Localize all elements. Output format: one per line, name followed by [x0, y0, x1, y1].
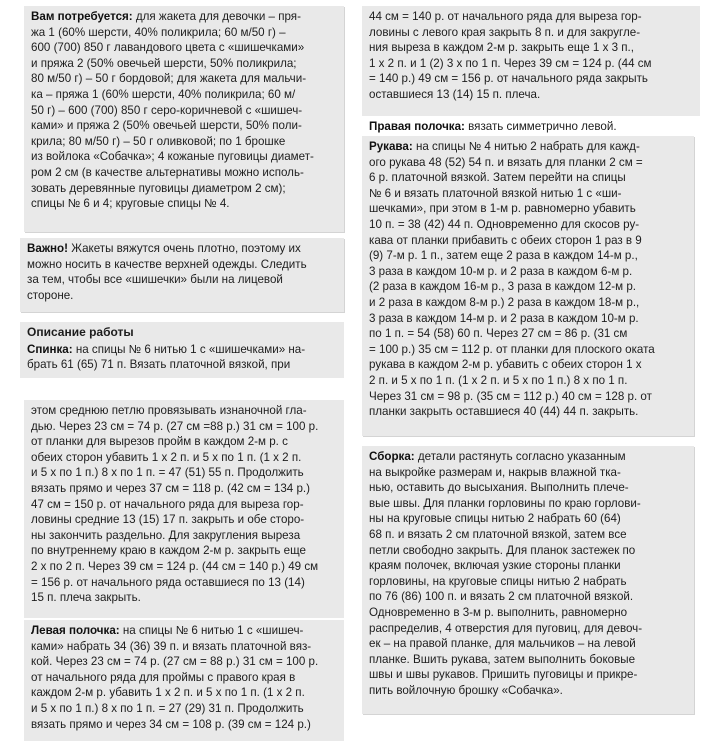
- text-line: 6 р. платочной вязкой. Затем перейти на спицы: [369, 171, 626, 185]
- sleeves-block: [362, 136, 694, 436]
- text-line: оставшиеся 13 (14) 15 п. плеча.: [369, 87, 541, 101]
- text-line: ками» и пряжа 2 (50% овечьей шерсти, 50% поли-: [31, 119, 302, 133]
- text-line: = 140 р.) 49 см = 156 р. от начального ряда закрыть: [369, 72, 648, 86]
- text-line: и 5 х по 1 п.) 8 х по 1 п. = 47 (51) 55 п. Продолжить: [31, 466, 304, 480]
- text-line: 44 см = 140 р. от начального ряда для выреза гор-: [369, 10, 642, 23]
- text-line: кой. Через 23 см = 74 р. (27 см = 88 р.) 31 см = 100 р.: [31, 655, 319, 669]
- text-line: 10 п. = 38 (42) 44 п. Одновременно для скосов ру-: [369, 217, 640, 231]
- text-line: и пряжа 2 (50% овечьей шерсти, 50% поликрила;: [31, 56, 297, 70]
- left-front-continued-block: [362, 6, 700, 116]
- text-line: спицы № 6 и 4; круговые спицы № 4.: [31, 197, 230, 211]
- text-line: каждом 2-м р. убавить 1 х 2 п. и 5 х по 1 п. (1 х 2 п.: [31, 686, 305, 700]
- materials-paragraph: [31, 9, 339, 212]
- text-line: ловины с левого края закрыть 8 п. и для закругле-: [369, 25, 641, 39]
- back-label: Спинка:: [27, 342, 73, 356]
- text-line: = 156 р. от начального ряда оставшиеся по 13 (14): [31, 575, 305, 589]
- text-line: распределив, 4 отверстия для пуговиц, для девоч-: [369, 621, 643, 635]
- assembly-paragraph: [369, 449, 689, 699]
- text-line: ны закончить раздельно. Для закругления выреза: [31, 528, 301, 542]
- text-line: = 100 р.) 35 см = 112 р. от планки для плоского оката: [369, 342, 655, 356]
- right-front-block: [362, 116, 700, 136]
- important-paragraph: [27, 241, 339, 303]
- text-line: ром 2 см (в качестве альтернативы можно исполь-: [31, 165, 304, 179]
- back-continued-paragraph: [31, 403, 339, 606]
- text-line: 47 см = 150 р. от начального ряда для выреза гор-: [31, 497, 304, 511]
- text-line: горловины, на круговые спицы нитью 2 набрать: [369, 574, 627, 588]
- text-line: на выкройке размерам и, накрыв влажной тка-: [369, 465, 621, 479]
- text-line: Одновременно в 3-м р. выполнить, равномерно: [369, 605, 628, 619]
- text-line: 15 п. плеча закрыть.: [31, 591, 141, 605]
- text-line: по 1 п. = 54 (58) 60 п. Через 27 см = 86 р. (31 см: [369, 327, 628, 341]
- important-label: Важно!: [27, 242, 68, 255]
- text-line: (2 раза в каждом 16-м р., 3 раза в каждом 12-м р.: [369, 280, 637, 294]
- text-line: по внутреннему краю в каждом 2-м р. закрыть еще: [31, 544, 306, 558]
- text-line: планке. Вшить рукава, затем выполнить боковые: [369, 652, 636, 666]
- description-block: [20, 322, 344, 378]
- text-line: крила; 80 м/50 г) – 50 г оливковой; по 1 брошке: [31, 134, 286, 148]
- text-line: ловины средние 13 (15) 17 п. закрыть и обе сторо-: [31, 513, 305, 527]
- text-line: пить войлочную брошку «Собачка».: [369, 683, 563, 697]
- text-line: брать 61 (65) 71 п. Вязать платочной вязкой, при: [27, 358, 291, 372]
- text-line: ния выреза в каждом 2-м р. закрыть еще 1 х 3 п.,: [369, 41, 634, 55]
- text-line: (9) 7-м р. 1 п., затем еще 2 раза в каждом 14-м р.,: [369, 249, 638, 263]
- text-line: 1 х 2 п. и 1 (2) 3 х по 1 п. Через 39 см = 124 р. (44 см: [369, 56, 652, 70]
- text-line: вязать прямо и через 34 см = 108 р. (39 см = 124 р.): [31, 717, 311, 731]
- left-front-label: Левая полочка:: [31, 624, 120, 637]
- text-line: от планки для вырезов пройм в каждом 2-м р. с: [31, 435, 288, 449]
- text-line: на спицы № 6 нитью 1 с «шишечками» на-: [75, 342, 306, 356]
- text-line: 2 п. и 5 х по 1 п. (1 х 2 п. и 5 х по 1 п.) 8 х по 1 п.: [369, 373, 628, 387]
- text-line: 50 г) – 600 (700) 850 г серо-коричневой с «шишеч-: [31, 103, 303, 117]
- text-line: вязать прямо и через 37 см = 118 р. (42 см = 134 р.): [31, 481, 311, 495]
- text-line: ны на круговые спицы нитью 2 набрать 60 (64): [369, 512, 621, 526]
- back-continued-block: [24, 400, 344, 618]
- sleeves-label: Рукава:: [369, 140, 413, 153]
- text-line: от начального ряда для проймы с правого края в: [31, 670, 296, 684]
- text-line: 2 х по 2 п. Через 39 см = 124 р. (44 см = 140 р.) 49 см: [31, 559, 319, 573]
- left-front-block: [24, 620, 344, 741]
- important-block: [20, 238, 344, 312]
- text-line: рукава в каждом 2-м р. убавить с обеих сторон 1 х: [369, 358, 642, 372]
- text-line: вые швы. Для планки горловины по краю горлови-: [369, 496, 641, 510]
- text-line: краям полочек, включая узкие стороны планки: [369, 559, 621, 573]
- materials-block: [24, 6, 344, 232]
- materials-label: Вам потребуется:: [31, 10, 133, 23]
- text-line: этом среднюю петлю провязывать изнаночной гла-: [31, 404, 307, 417]
- text-line: дью. Через 23 см = 74 р. (27 см =88 р.) 31 см = 100 р.: [31, 419, 319, 433]
- back-paragraph: [27, 342, 339, 373]
- right-front-paragraph: [369, 119, 695, 135]
- text-line: нью, оставить до высыхания. Выполнить плече-: [369, 481, 629, 495]
- text-line: из войлока «Собачка»; 4 кожаные пуговицы диамет-: [31, 150, 314, 164]
- text-line: зовать деревянные пуговицы диаметром 2 см);: [31, 181, 286, 195]
- text-line: кава от планки прибавить с обеих сторон 1 раз в 9: [369, 233, 642, 247]
- text-line: за тем, чтобы все «шишечки» были на лицевой: [27, 273, 283, 287]
- text-line: Через 31 см = 98 р. (35 см = 112 р.) 40 см = 128 р. от: [369, 389, 652, 403]
- text-line: планки закрыть оставшиеся 40 (44) 44 п. закрыть.: [369, 405, 639, 419]
- text-line: и 2 раза в каждом 8-м р.) 2 раза в каждом 18-м р.,: [369, 295, 640, 309]
- text-line: № 6 и вязать платочной вязкой нитью 1 с «ши-: [369, 186, 622, 200]
- text-line: жа 1 (60% шерсти, 40% поликрила; 60 м/50 г) –: [31, 25, 286, 39]
- text-line: детали растянуть согласно указанным: [417, 450, 626, 463]
- text-line: 600 (700) 850 г лавандового цвета с «шишечками»: [31, 41, 305, 55]
- text-line: обеих сторон убавить 1 х 2 п. и 5 х по 1 п. (1 х 2 п.: [31, 450, 302, 464]
- text-line: 3 раза в каждом 14-м р. и 2 раза в каждом 10-м р.: [369, 311, 639, 325]
- text-line: стороне.: [27, 288, 74, 302]
- text-line: на спицы № 4 нитью 2 набрать для кажд-: [415, 140, 640, 153]
- text-line: для жакета для девочки – пря-: [135, 10, 301, 23]
- text-line: Жакеты вяжутся очень плотно, поэтому их: [71, 242, 301, 255]
- sleeves-paragraph: [369, 139, 689, 420]
- text-line: по 76 (86) 100 п. и вязать 2 см платочной вязкой.: [369, 590, 634, 604]
- text-line: можно носить в качестве верхней одежды. Следить: [27, 257, 307, 271]
- text-line: ка – пряжа 1 (60% шерсти, 40% поликрила; 60 м/: [31, 87, 296, 101]
- text-line: и 5 х по 1 п.) 8 х по 1 п. = 27 (29) 31 п. Продолжить: [31, 701, 304, 715]
- text-line: шечками», при этом в 1-м р. равномерно убавить: [369, 202, 636, 216]
- text-line: 68 п. и вязать 2 см платочной вязкой, затем все: [369, 527, 627, 541]
- right-front-text: вязать симметрично левой.: [468, 120, 617, 133]
- text-line: швы и швы рукавов. Пришить пуговицы и прикре-: [369, 668, 638, 682]
- description-title: Описание работы: [27, 325, 134, 339]
- text-line: петли свободно закрыть. Для планок застежек по: [369, 543, 636, 557]
- assembly-block: [362, 446, 694, 714]
- text-line: 3 раза в каждом 10-м р. и 2 раза в каждом 6-м р.: [369, 264, 633, 278]
- left-front-continued-paragraph: [369, 9, 695, 103]
- text-line: ками» набрать 34 (36) 39 п. и вязать платочной вяз-: [31, 639, 312, 653]
- text-line: ек – на правой планке, для мальчиков – на левой: [369, 637, 636, 651]
- text-line: на спицы № 6 нитью 1 с «шишеч-: [122, 624, 304, 637]
- right-front-label: Правая полочка:: [369, 120, 465, 133]
- text-line: ого рукава 48 (52) 54 п. и вязать для планки 2 см =: [369, 155, 643, 169]
- assembly-label: Сборка:: [369, 450, 415, 463]
- text-line: 80 м/50 г) – 50 г бордовой; для жакета для мальчи-: [31, 72, 307, 86]
- left-front-paragraph: [31, 623, 339, 732]
